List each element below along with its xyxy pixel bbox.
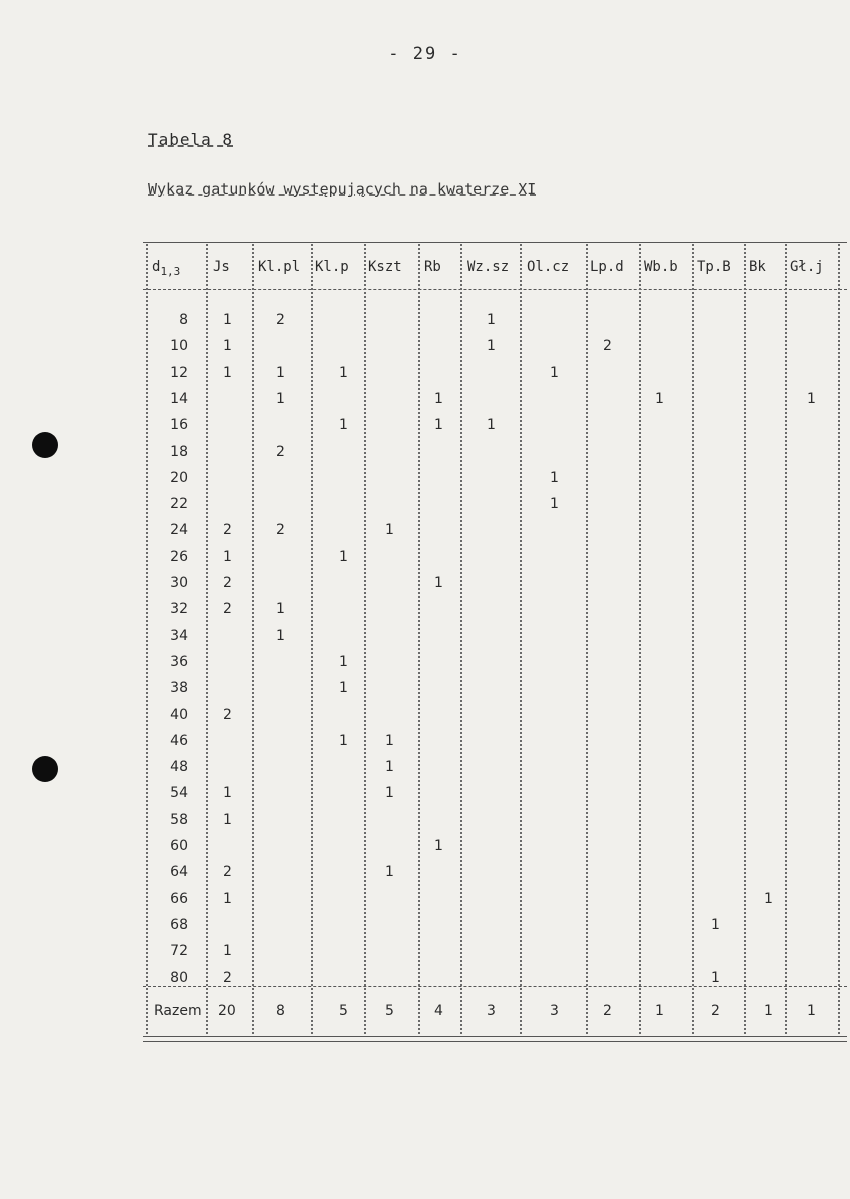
diameter-cell: 24 <box>170 522 188 539</box>
column-header-tpb: Tp.B <box>697 259 731 275</box>
count-cell-js: 2 <box>223 522 232 539</box>
diameter-cell: 80 <box>170 969 188 986</box>
count-cell-klp: 1 <box>339 364 348 381</box>
table-row <box>0 756 850 782</box>
table-top-rule <box>143 242 847 243</box>
totals-cell-gl: 1 <box>807 1003 816 1019</box>
totals-cell-tpb: 2 <box>711 1003 720 1019</box>
diameter-cell: 20 <box>170 469 188 486</box>
table-title: Tabela 8 <box>148 130 234 149</box>
table-row <box>0 704 850 730</box>
diameter-cell: 22 <box>170 496 188 513</box>
diameter-cell: 66 <box>170 890 188 907</box>
column-header-lpd: Lp.d <box>590 259 624 275</box>
table-row <box>0 730 850 756</box>
count-cell-olcz: 1 <box>550 364 559 381</box>
count-cell-olcz: 1 <box>550 496 559 513</box>
count-cell-rb: 1 <box>434 575 443 591</box>
table-row <box>0 335 850 361</box>
column-header-wbb: Wb.b <box>644 259 678 275</box>
count-cell-kszt: 1 <box>385 785 394 802</box>
column-header-klp: Kl.p <box>315 259 349 275</box>
totals-cell-wbb: 1 <box>655 1003 664 1019</box>
table-row <box>0 598 850 624</box>
diameter-cell: 64 <box>170 864 188 881</box>
table-row <box>0 414 850 440</box>
count-cell-js: 2 <box>223 575 232 591</box>
diameter-cell: 32 <box>170 601 188 618</box>
table-header-rule <box>143 289 847 290</box>
totals-cell-kszt: 5 <box>385 1003 394 1019</box>
diameter-cell: 10 <box>170 338 188 355</box>
count-cell-klpl: 1 <box>276 390 285 407</box>
table-caption: Wykaz gatunków występujących na kwaterze XI <box>148 180 537 198</box>
diameter-cell: 14 <box>170 390 188 407</box>
diameter-cell: 36 <box>170 653 188 670</box>
count-cell-js: 1 <box>223 890 232 907</box>
count-cell-gl: 1 <box>807 390 816 407</box>
count-cell-js: 1 <box>223 548 232 565</box>
diameter-cell: 30 <box>170 575 188 591</box>
count-cell-rb: 1 <box>434 390 443 407</box>
totals-cell-wzsz: 3 <box>487 1003 496 1019</box>
column-header-js: Js <box>213 259 230 275</box>
table-row <box>0 493 850 519</box>
table-row <box>0 940 850 966</box>
table-row <box>0 914 850 940</box>
table-bottom-rule-2 <box>143 1041 847 1042</box>
column-header-rb: Rb <box>424 259 441 275</box>
diameter-cell: 12 <box>170 364 188 381</box>
column-header-d13 <box>152 259 180 278</box>
count-cell-olcz: 1 <box>550 469 559 486</box>
diameter-cell: 18 <box>170 443 188 460</box>
table-row <box>0 809 850 835</box>
count-cell-klpl: 2 <box>276 522 285 539</box>
count-cell-klp: 1 <box>339 680 348 697</box>
diameter-cell: 40 <box>170 706 188 723</box>
totals-cell-klpl: 8 <box>276 1003 285 1019</box>
table-row <box>0 546 850 572</box>
table-row <box>0 888 850 914</box>
diameter-cell: 48 <box>170 759 188 776</box>
table-row <box>0 388 850 414</box>
count-cell-tpb: 1 <box>711 969 720 986</box>
count-cell-rb: 1 <box>434 838 443 854</box>
diameter-cell: 60 <box>170 838 188 854</box>
count-cell-klp: 1 <box>339 417 348 434</box>
count-cell-klp: 1 <box>339 548 348 565</box>
count-cell-wzsz: 1 <box>487 417 496 434</box>
count-cell-js: 1 <box>223 312 232 328</box>
count-cell-js: 2 <box>223 969 232 986</box>
totals-cell-klp: 5 <box>339 1003 348 1019</box>
count-cell-js: 2 <box>223 601 232 618</box>
column-header-kszt: Kszt <box>368 259 402 275</box>
table-row <box>0 782 850 808</box>
table-row <box>0 441 850 467</box>
table-row <box>0 625 850 651</box>
diameter-cell: 46 <box>170 732 188 749</box>
count-cell-kszt: 1 <box>385 759 394 776</box>
column-header-wzsz: Wz.sz <box>467 259 510 275</box>
table-row <box>0 677 850 703</box>
totals-cell-olcz: 3 <box>550 1003 559 1019</box>
count-cell-tpb: 1 <box>711 916 720 933</box>
count-cell-kszt: 1 <box>385 522 394 539</box>
count-cell-klp: 1 <box>339 653 348 670</box>
table-row <box>0 861 850 887</box>
diameter-cell: 72 <box>170 943 188 960</box>
diameter-cell: 38 <box>170 680 188 697</box>
count-cell-js: 2 <box>223 706 232 723</box>
count-cell-js: 1 <box>223 364 232 381</box>
diameter-cell: 26 <box>170 548 188 565</box>
totals-cell-lpd: 2 <box>603 1003 612 1019</box>
column-header-klpl: Kl.pl <box>258 259 301 275</box>
diameter-cell: 54 <box>170 785 188 802</box>
table-row <box>0 362 850 388</box>
count-cell-kszt: 1 <box>385 732 394 749</box>
totals-cell-js: 20 <box>218 1003 236 1019</box>
count-cell-js: 1 <box>223 785 232 802</box>
count-cell-kszt: 1 <box>385 864 394 881</box>
table-row <box>0 572 850 598</box>
count-cell-klpl: 1 <box>276 364 285 381</box>
count-cell-klpl: 1 <box>276 627 285 644</box>
count-cell-klpl: 2 <box>276 312 285 328</box>
diameter-cell: 34 <box>170 627 188 644</box>
page-number: - 29 - <box>388 44 462 64</box>
count-cell-bk: 1 <box>764 890 773 907</box>
count-cell-lpd: 2 <box>603 338 612 355</box>
count-cell-wzsz: 1 <box>487 312 496 328</box>
count-cell-js: 1 <box>223 811 232 828</box>
count-cell-rb: 1 <box>434 417 443 434</box>
table-bottom-rule <box>143 1036 847 1037</box>
table-row <box>0 519 850 545</box>
diameter-cell: 58 <box>170 811 188 828</box>
diameter-cell: 8 <box>179 312 188 328</box>
table-row <box>0 651 850 677</box>
count-cell-wzsz: 1 <box>487 338 496 355</box>
column-header-gl: Gł.j <box>790 259 824 275</box>
table-row <box>0 309 850 335</box>
diameter-cell: 68 <box>170 916 188 933</box>
column-header-bk: Bk <box>749 259 766 275</box>
count-cell-klpl: 1 <box>276 601 285 618</box>
count-cell-klp: 1 <box>339 732 348 749</box>
count-cell-wbb: 1 <box>655 390 664 407</box>
table-row <box>0 967 850 993</box>
count-cell-klpl: 2 <box>276 443 285 460</box>
table-row <box>0 467 850 493</box>
column-header-sub: 1,3 <box>160 264 181 278</box>
totals-label: Razem <box>154 1003 202 1019</box>
count-cell-js: 1 <box>223 338 232 355</box>
totals-cell-rb: 4 <box>434 1003 443 1019</box>
column-header-main: d <box>152 259 161 275</box>
column-header-olcz: Ol.cz <box>527 259 570 275</box>
diameter-cell: 16 <box>170 417 188 434</box>
totals-cell-bk: 1 <box>764 1003 773 1019</box>
count-cell-js: 2 <box>223 864 232 881</box>
table-row <box>0 835 850 861</box>
count-cell-js: 1 <box>223 943 232 960</box>
